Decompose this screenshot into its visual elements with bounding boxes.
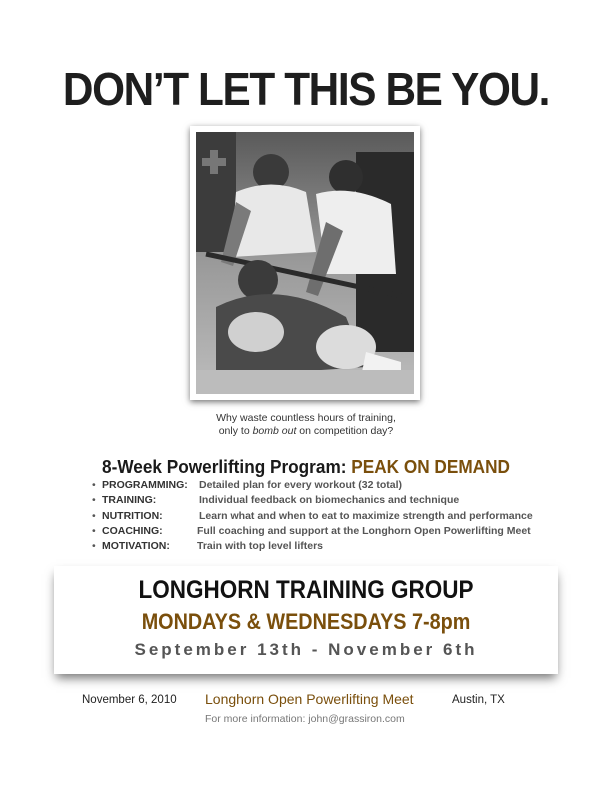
feature-label: MOTIVATION: [102, 540, 170, 553]
powerlifting-photo [196, 132, 414, 394]
caption-line-2-pre: only to [218, 425, 253, 437]
feature-description: Train with top level lifters [197, 540, 324, 553]
schedule-days: MONDAYS & WEDNESDAYS 7-8pm [141, 609, 471, 634]
feature-item [92, 540, 552, 555]
feature-item [92, 525, 552, 540]
program-title-highlight: PEAK ON DEMAND [351, 456, 510, 477]
bullet-icon: • [92, 494, 96, 507]
meet-location: Austin, TX [452, 694, 505, 706]
bullet-icon: • [92, 479, 96, 491]
meet-name: Longhorn Open Powerlifting Meet [205, 691, 414, 707]
feature-label: COACHING: [102, 524, 163, 537]
feature-description: Detailed plan for every workout (32 total) [199, 479, 403, 491]
meet-date: November 6, 2010 [82, 694, 177, 706]
photo-caption [0, 412, 612, 438]
feature-item [92, 510, 552, 525]
photo-illustration [196, 132, 414, 394]
feature-label: TRAINING: [102, 494, 157, 507]
caption-emphasis: bomb out [252, 425, 297, 437]
caption-line-1: Why waste countless hours of training, [216, 412, 396, 424]
group-name: LONGHORN TRAINING GROUP [138, 576, 474, 604]
bullet-icon: • [92, 540, 96, 553]
caption-line-2-post: on competition day? [296, 425, 394, 437]
schedule-dates: September 13th - November 6th [134, 640, 478, 659]
contact-info: For more information: john@grassiron.com [205, 713, 405, 725]
feature-description: Full coaching and support at the Longhorn Open Powerlifting Meet [197, 524, 531, 537]
feature-list [92, 479, 552, 555]
feature-label: PROGRAMMING: [102, 479, 188, 491]
program-title [21, 456, 590, 478]
feature-label: NUTRITION: [102, 509, 163, 522]
bullet-icon: • [92, 509, 96, 522]
photo-frame [190, 126, 420, 400]
headline: DON’T LET THIS BE YOU. [62, 63, 550, 115]
feature-item [92, 479, 552, 494]
program-title-lead: 8-Week Powerlifting Program: [102, 456, 352, 477]
feature-description: Individual feedback on biomechanics and technique [199, 494, 460, 507]
caption-line-2 [0, 425, 612, 438]
feature-item [92, 494, 552, 509]
bullet-icon: • [92, 524, 96, 537]
feature-description: Learn what and when to eat to maximize strength and performance [199, 509, 533, 522]
